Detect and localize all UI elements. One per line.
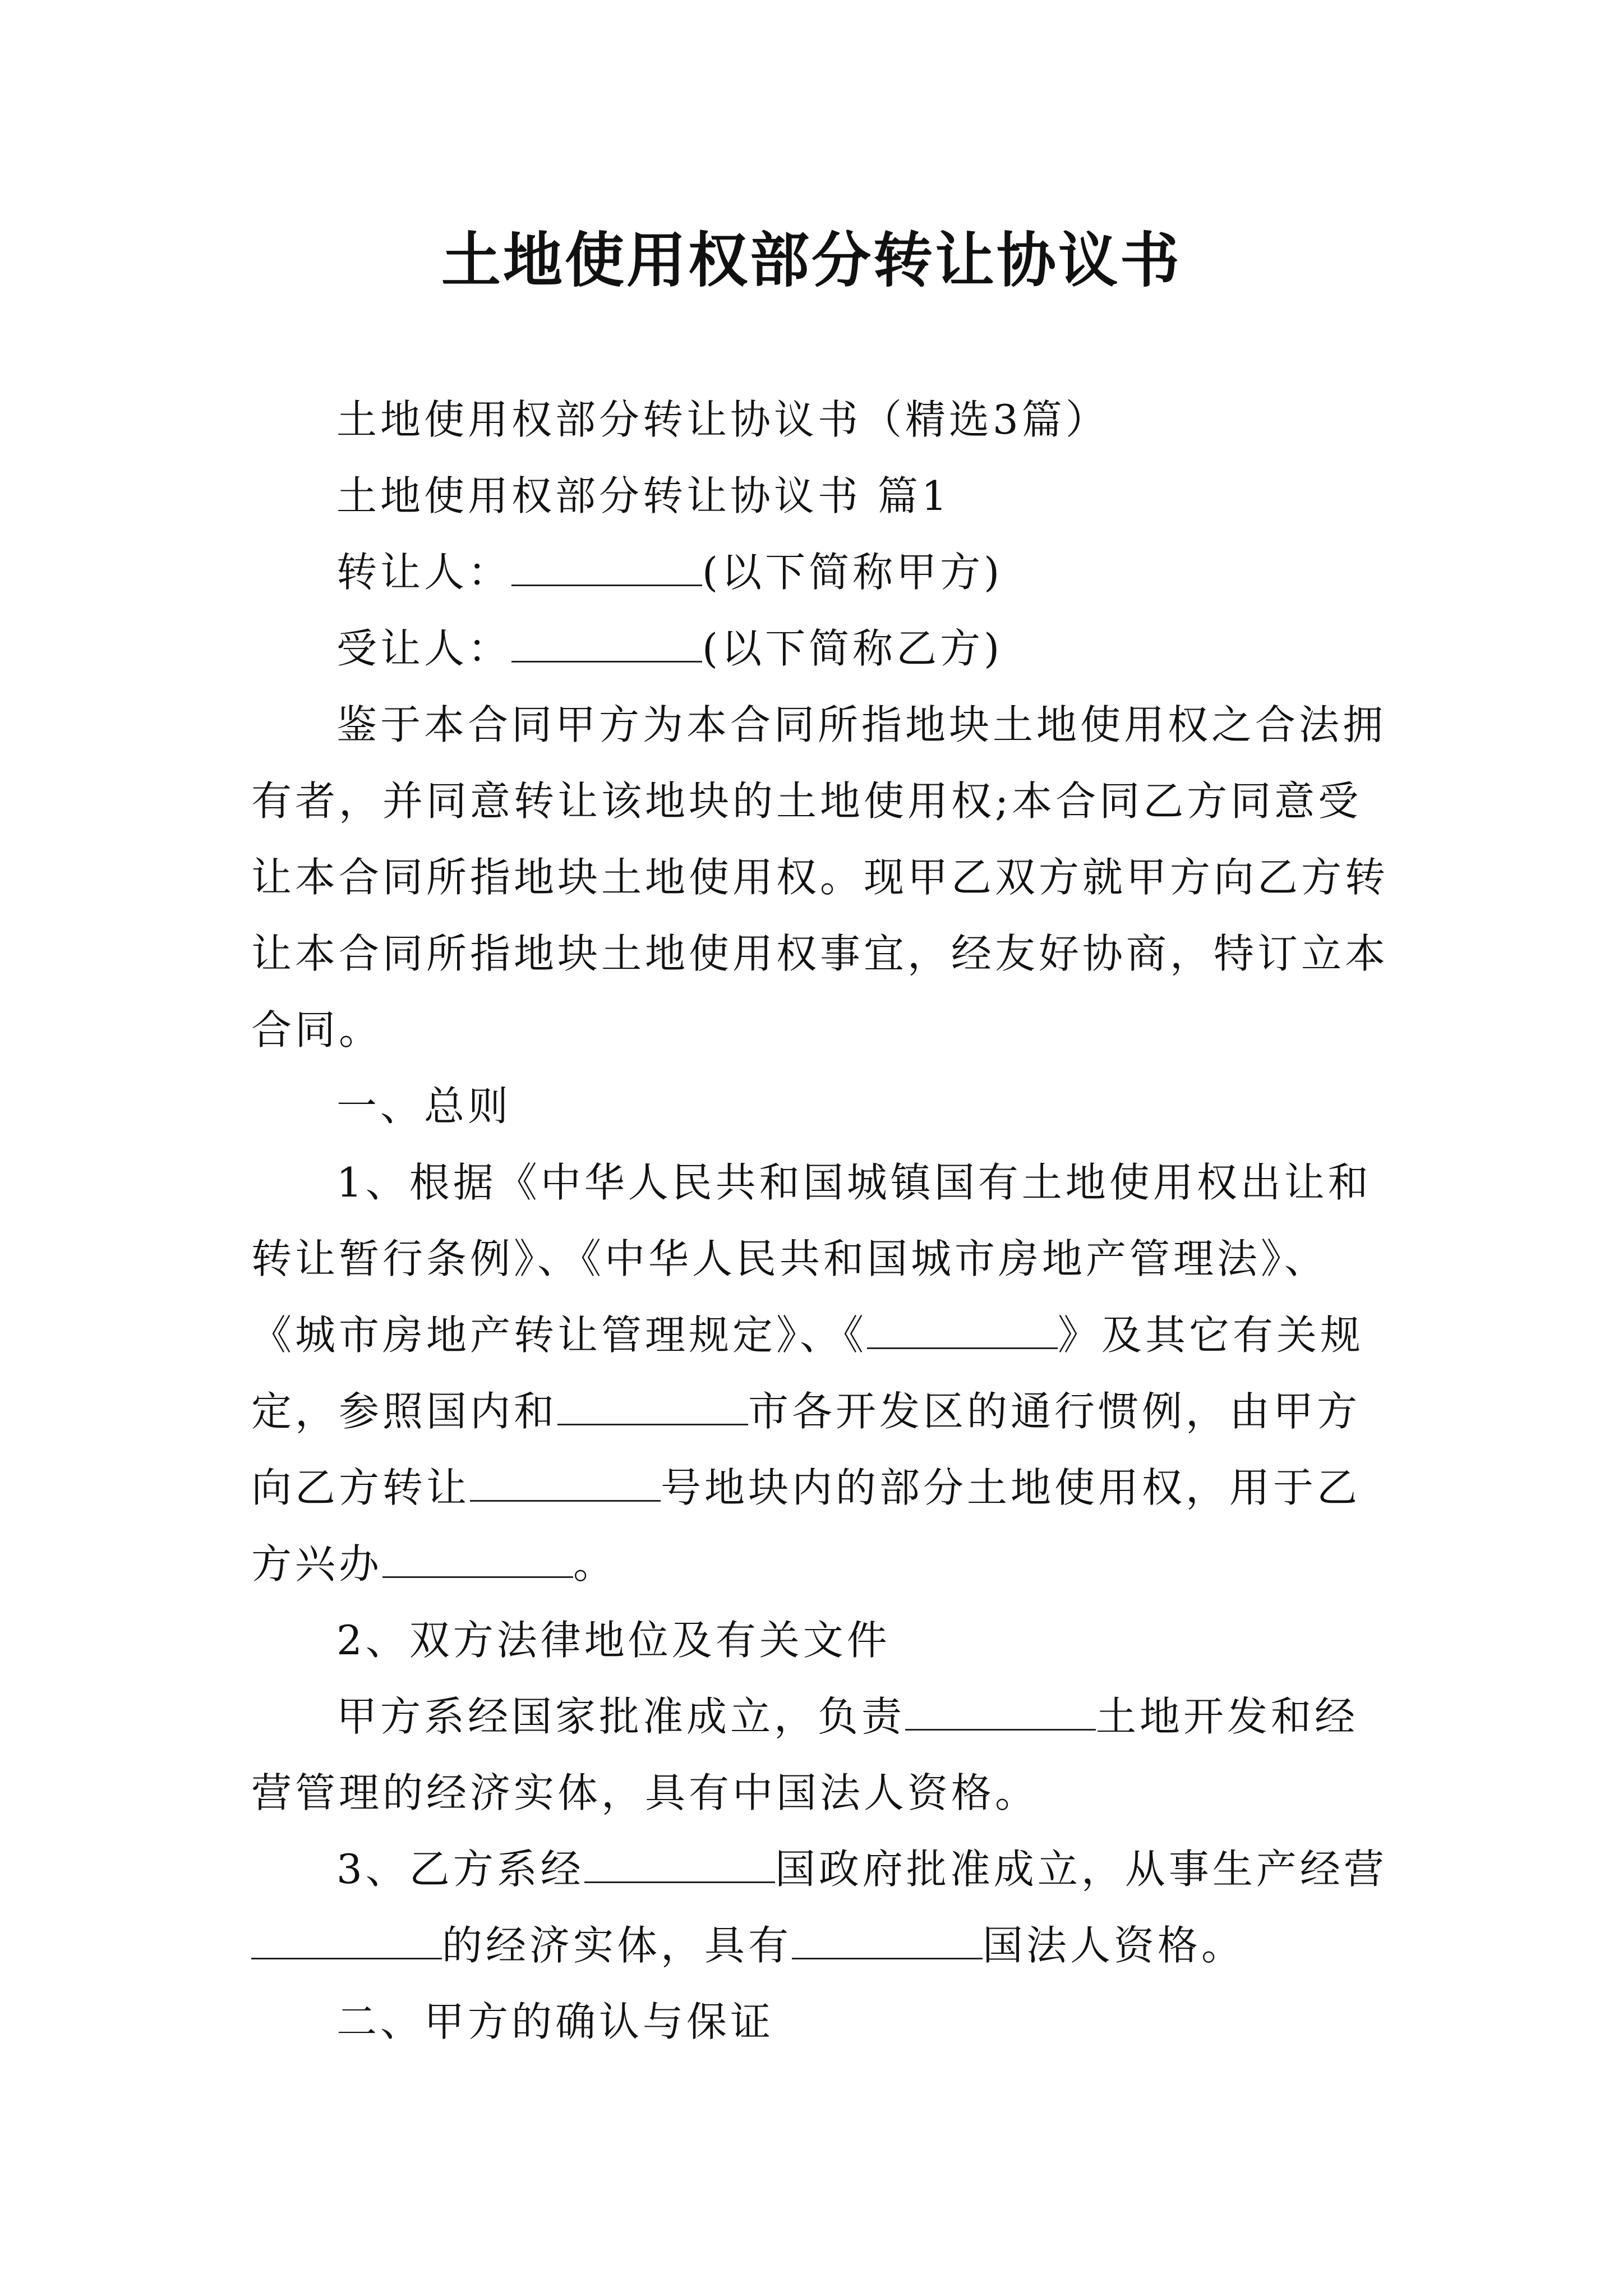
paragraph-text: 二、甲方的确认与保证	[336, 1998, 774, 2045]
paragraph	[251, 1831, 1393, 1984]
paragraph	[251, 1984, 1393, 2060]
paragraph	[251, 1068, 1393, 1144]
paragraph-text: 土地开发和经营管理的经济实体，具有中国法人资格。	[251, 1693, 1359, 1816]
document-title: 土地使用权部分转让协议书	[441, 226, 1182, 296]
paragraph-text: 。	[573, 1540, 617, 1588]
fill-in-blank	[251, 1924, 442, 1959]
fill-in-blank	[470, 1466, 661, 1502]
paragraph-text: 转让人：	[336, 549, 512, 596]
paragraph-text: 》及其它有关规定，参照国内和	[251, 1312, 1364, 1435]
paragraph-text: 2、双方法律地位及有关文件	[336, 1617, 891, 1664]
paragraph-text: 一、总则	[336, 1083, 512, 1130]
paragraph-text: 甲方系经国家批准成立，负责	[336, 1693, 906, 1740]
paragraph-text: 土地使用权部分转让协议书（精选3篇）	[336, 396, 1109, 443]
paragraph-text: (以下简称乙方)	[702, 625, 1003, 672]
paragraph	[251, 381, 1393, 458]
paragraph	[251, 687, 1393, 1068]
paragraph-text: 号地块内的部分土地使用权，用于乙方兴办	[251, 1464, 1361, 1588]
paragraph-text: 1、根据《中华人民共和国城镇国有土地使用权出让和转让暂行条例》、《中华人民共和国城市房地产管理法》、《城市房地产转让管理规定》、《	[251, 1159, 1372, 1359]
document-body	[251, 381, 1393, 2060]
paragraph	[251, 1678, 1393, 1831]
fill-in-blank	[905, 1695, 1096, 1731]
paragraph	[251, 610, 1393, 687]
paragraph	[251, 1144, 1393, 1602]
fill-in-blank	[511, 627, 702, 662]
paragraph-text: 3、乙方系经	[336, 1846, 584, 1893]
paragraph-text: 国法人资格。	[983, 1922, 1246, 1969]
paragraph-text: 鉴于本合同甲方为本合同所指地块土地使用权之合法拥有者，并同意转让该地块的土地使用权;本合同乙方同意受让本合同所指地块土地使用权。现甲乙双方就甲方向乙方转让本合同所指地块土地使用权事宜，经友好协商，特订立本合同。	[251, 701, 1389, 1053]
paragraph	[251, 1602, 1393, 1678]
paragraph	[251, 534, 1393, 610]
paragraph-text: 市各开发区的通行惯例，由甲方向乙方转让	[251, 1388, 1361, 1511]
paragraph-text: 土地使用权部分转让协议书 篇1	[336, 472, 951, 519]
fill-in-blank	[792, 1924, 983, 1959]
fill-in-blank	[867, 1314, 1058, 1349]
paragraph-text: 国政府批准成立，从事生产经营	[774, 1846, 1387, 1893]
fill-in-blank	[557, 1390, 748, 1425]
paragraph-text: (以下简称甲方)	[702, 549, 1003, 596]
fill-in-blank	[382, 1543, 573, 1578]
paragraph-text: 的经济实体，具有	[442, 1922, 792, 1969]
fill-in-blank	[584, 1848, 775, 1883]
paragraph	[251, 458, 1393, 534]
paragraph-text: 受让人：	[336, 625, 512, 672]
fill-in-blank	[511, 551, 702, 586]
